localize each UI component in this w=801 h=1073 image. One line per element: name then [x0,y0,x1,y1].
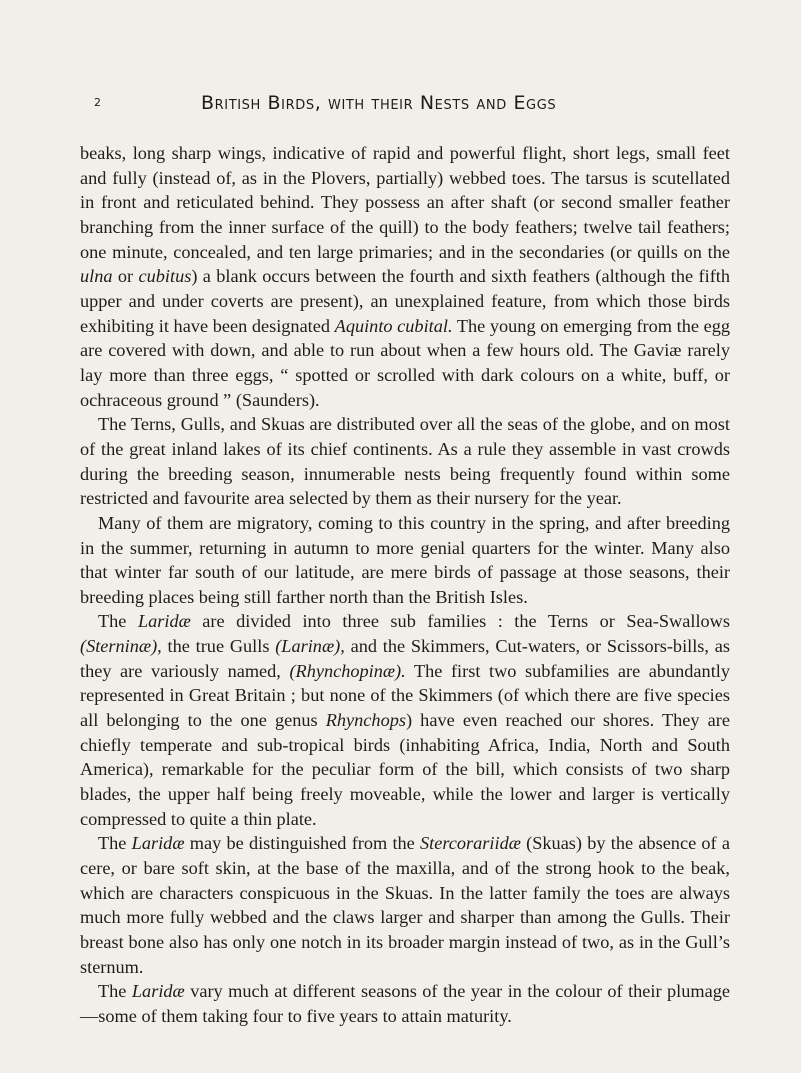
italic-run: Laridæ [137,611,191,632]
paragraph-4 [80,609,730,831]
italic-run: (Sterninæ), [80,636,162,657]
italic-run: Stercorariidæ [420,833,521,854]
running-title: British Birds, with their Nests and Eggs [201,92,557,114]
text-run: or [112,266,139,287]
text-run: beaks, long sharp wings, indicative of rapid and powerful flight, short legs, small feet and fully (instead of, as in the Plovers, partially) webbed toes. The tarsus is scutellated in front and reticulated behind. They possess an after shaft (or second smaller feather branching from the inner surface of the quill) to the body feathers; twelve tail feathers; one minute, concealed, and ten large primaries; and in the secondaries (or quills on the [80,143,730,262]
text-run: Many of them are migratory, coming to this country in the spring, and after breeding in the summer, returning in autumn to more genial quarters for the winter. Many also that winter far south of our latitude, are mere birds of passage at those seasons, their breeding places being still farther north than the British Isles. [80,512,730,607]
text-run: and the Skimmers, Cut-waters, or Scissors-bills, as they are variously named, [80,636,730,681]
text-run: are divided into three sub families : the Terns or Sea-Swallows [190,611,730,632]
paragraph-3 [80,511,730,610]
paragraph-5 [80,831,730,979]
italic-run: Aquinto cubital. [334,315,453,336]
italic-run: (Larinæ), [275,636,345,657]
text-run: The first two subfamilies are abundantly represented in Great Britain ; but none of the Skimmers (of which there are five species all belonging to the one genus [80,660,730,731]
text-run: The [98,981,132,1002]
paragraph-1 [80,141,730,412]
italic-run: (Rhynchopinæ). [289,660,406,681]
italic-run: Rhynchops [325,710,406,731]
italic-run: Laridæ [131,833,185,854]
text-run: The young on emerging from the egg are covered with down, and able to run about when a few hours old. The Gaviæ rarely lay more than three eggs, “ spotted or scrolled with dark colours on a white, buff, or ochraceous ground ” (Saunders). [80,315,730,410]
italic-run: cubitus [138,266,192,287]
text-run: ) have even reached our shores. They are chiefly temperate and sub-tropical birds (inhabiting Africa, India, North and South America), remarkable for the peculiar form of the bill, which consists of two sharp blades, the upper half being freely moveable, while the lower and larger is vertically compressed to quite a thin plate. [80,710,730,829]
text-run: the true Gulls [161,636,276,657]
text-run: vary much at different seasons of the year in the colour of their plumage—some of them taking four to five years to attain maturity. [80,981,730,1026]
italic-run: ulna [80,266,113,287]
text-run: (Skuas) by the absence of a cere, or bare soft skin, at the base of the maxilla, and of the strong hook to the beak, which are characters conspicuous in the Skuas. In the latter family the toes are always much more fully webbed and the claws larger and sharper than among the Gulls. Their breast bone also has only one notch in its broader margin instead of two, as in the Gull’s sternum. [80,833,730,977]
text-run: ) a blank occurs between the fourth and sixth feathers (although the fifth upper and under coverts are present), an unexplained feature, from which those birds exhibiting it have been designated [80,266,730,336]
paragraph-6 [80,979,730,1028]
italic-run: Laridæ [131,981,185,1002]
page-number: 2 [94,96,101,109]
paragraph-2 [80,412,730,511]
text-run: The Terns, Gulls, and Skuas are distributed over all the seas of the globe, and on most of the great inland lakes of its chief continents. As a rule they assemble in vast crowds during the breeding season, innumerable nests being frequently found within some restricted and favourite area selected by them as their nursery for the year. [80,414,730,509]
text-run: The [98,611,138,632]
body-text [80,141,730,1029]
text-run: may be distinguished from the [184,833,421,854]
text-run: The [98,833,132,854]
page-header [94,92,744,120]
